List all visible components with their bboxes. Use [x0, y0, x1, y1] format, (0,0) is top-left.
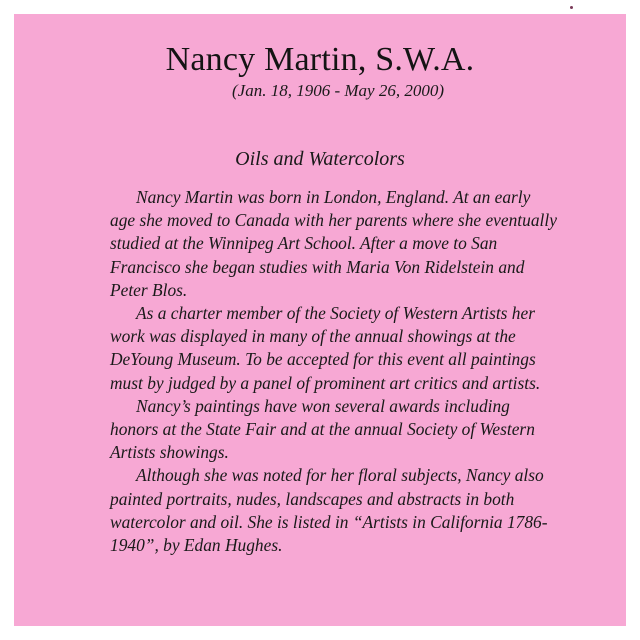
text-line: must by judged by a panel of prominent art critics and artists. — [110, 372, 541, 393]
text-line: watercolor and oil. She is listed in “Artists in California 1786- — [110, 511, 548, 532]
document-subtitle: Oils and Watercolors — [235, 148, 405, 170]
document-card — [14, 14, 626, 626]
text-line: Artists showings. — [110, 442, 229, 463]
document-title: Nancy Martin, S.W.A. — [165, 41, 475, 78]
text-line: Francisco she began studies with Maria Von Ridelstein and — [110, 256, 525, 277]
text-line: DeYoung Museum. To be accepted for this event all paintings — [110, 349, 536, 370]
paragraph-3 — [110, 395, 560, 465]
text-line: studied at the Winnipeg Art School. After a move to San — [110, 233, 498, 254]
text-line: As a charter member of the Society of Western Artists her — [136, 303, 535, 324]
biography-body — [110, 186, 560, 557]
text-line: Peter Blos. — [110, 279, 188, 300]
paragraph-1 — [110, 186, 560, 302]
text-line: honors at the State Fair and at the annual Society of Western — [110, 419, 535, 440]
paragraph-2 — [110, 302, 560, 395]
text-line: work was displayed in many of the annual showings at the — [110, 326, 516, 347]
paragraph-4 — [110, 464, 560, 557]
text-line: Although she was noted for her floral subjects, Nancy also — [136, 465, 544, 486]
life-dates: (Jan. 18, 1906 - May 26, 2000) — [232, 81, 444, 100]
text-line: painted portraits, nudes, landscapes and abstracts in both — [110, 488, 515, 509]
paper-speck — [570, 6, 573, 9]
text-line: 1940”, by Edan Hughes. — [110, 535, 283, 556]
text-line: age she moved to Canada with her parents where she eventually — [110, 210, 557, 231]
text-line: Nancy Martin was born in London, England. At an early — [136, 187, 531, 207]
text-line: Nancy’s paintings have won several awards including — [136, 395, 510, 416]
